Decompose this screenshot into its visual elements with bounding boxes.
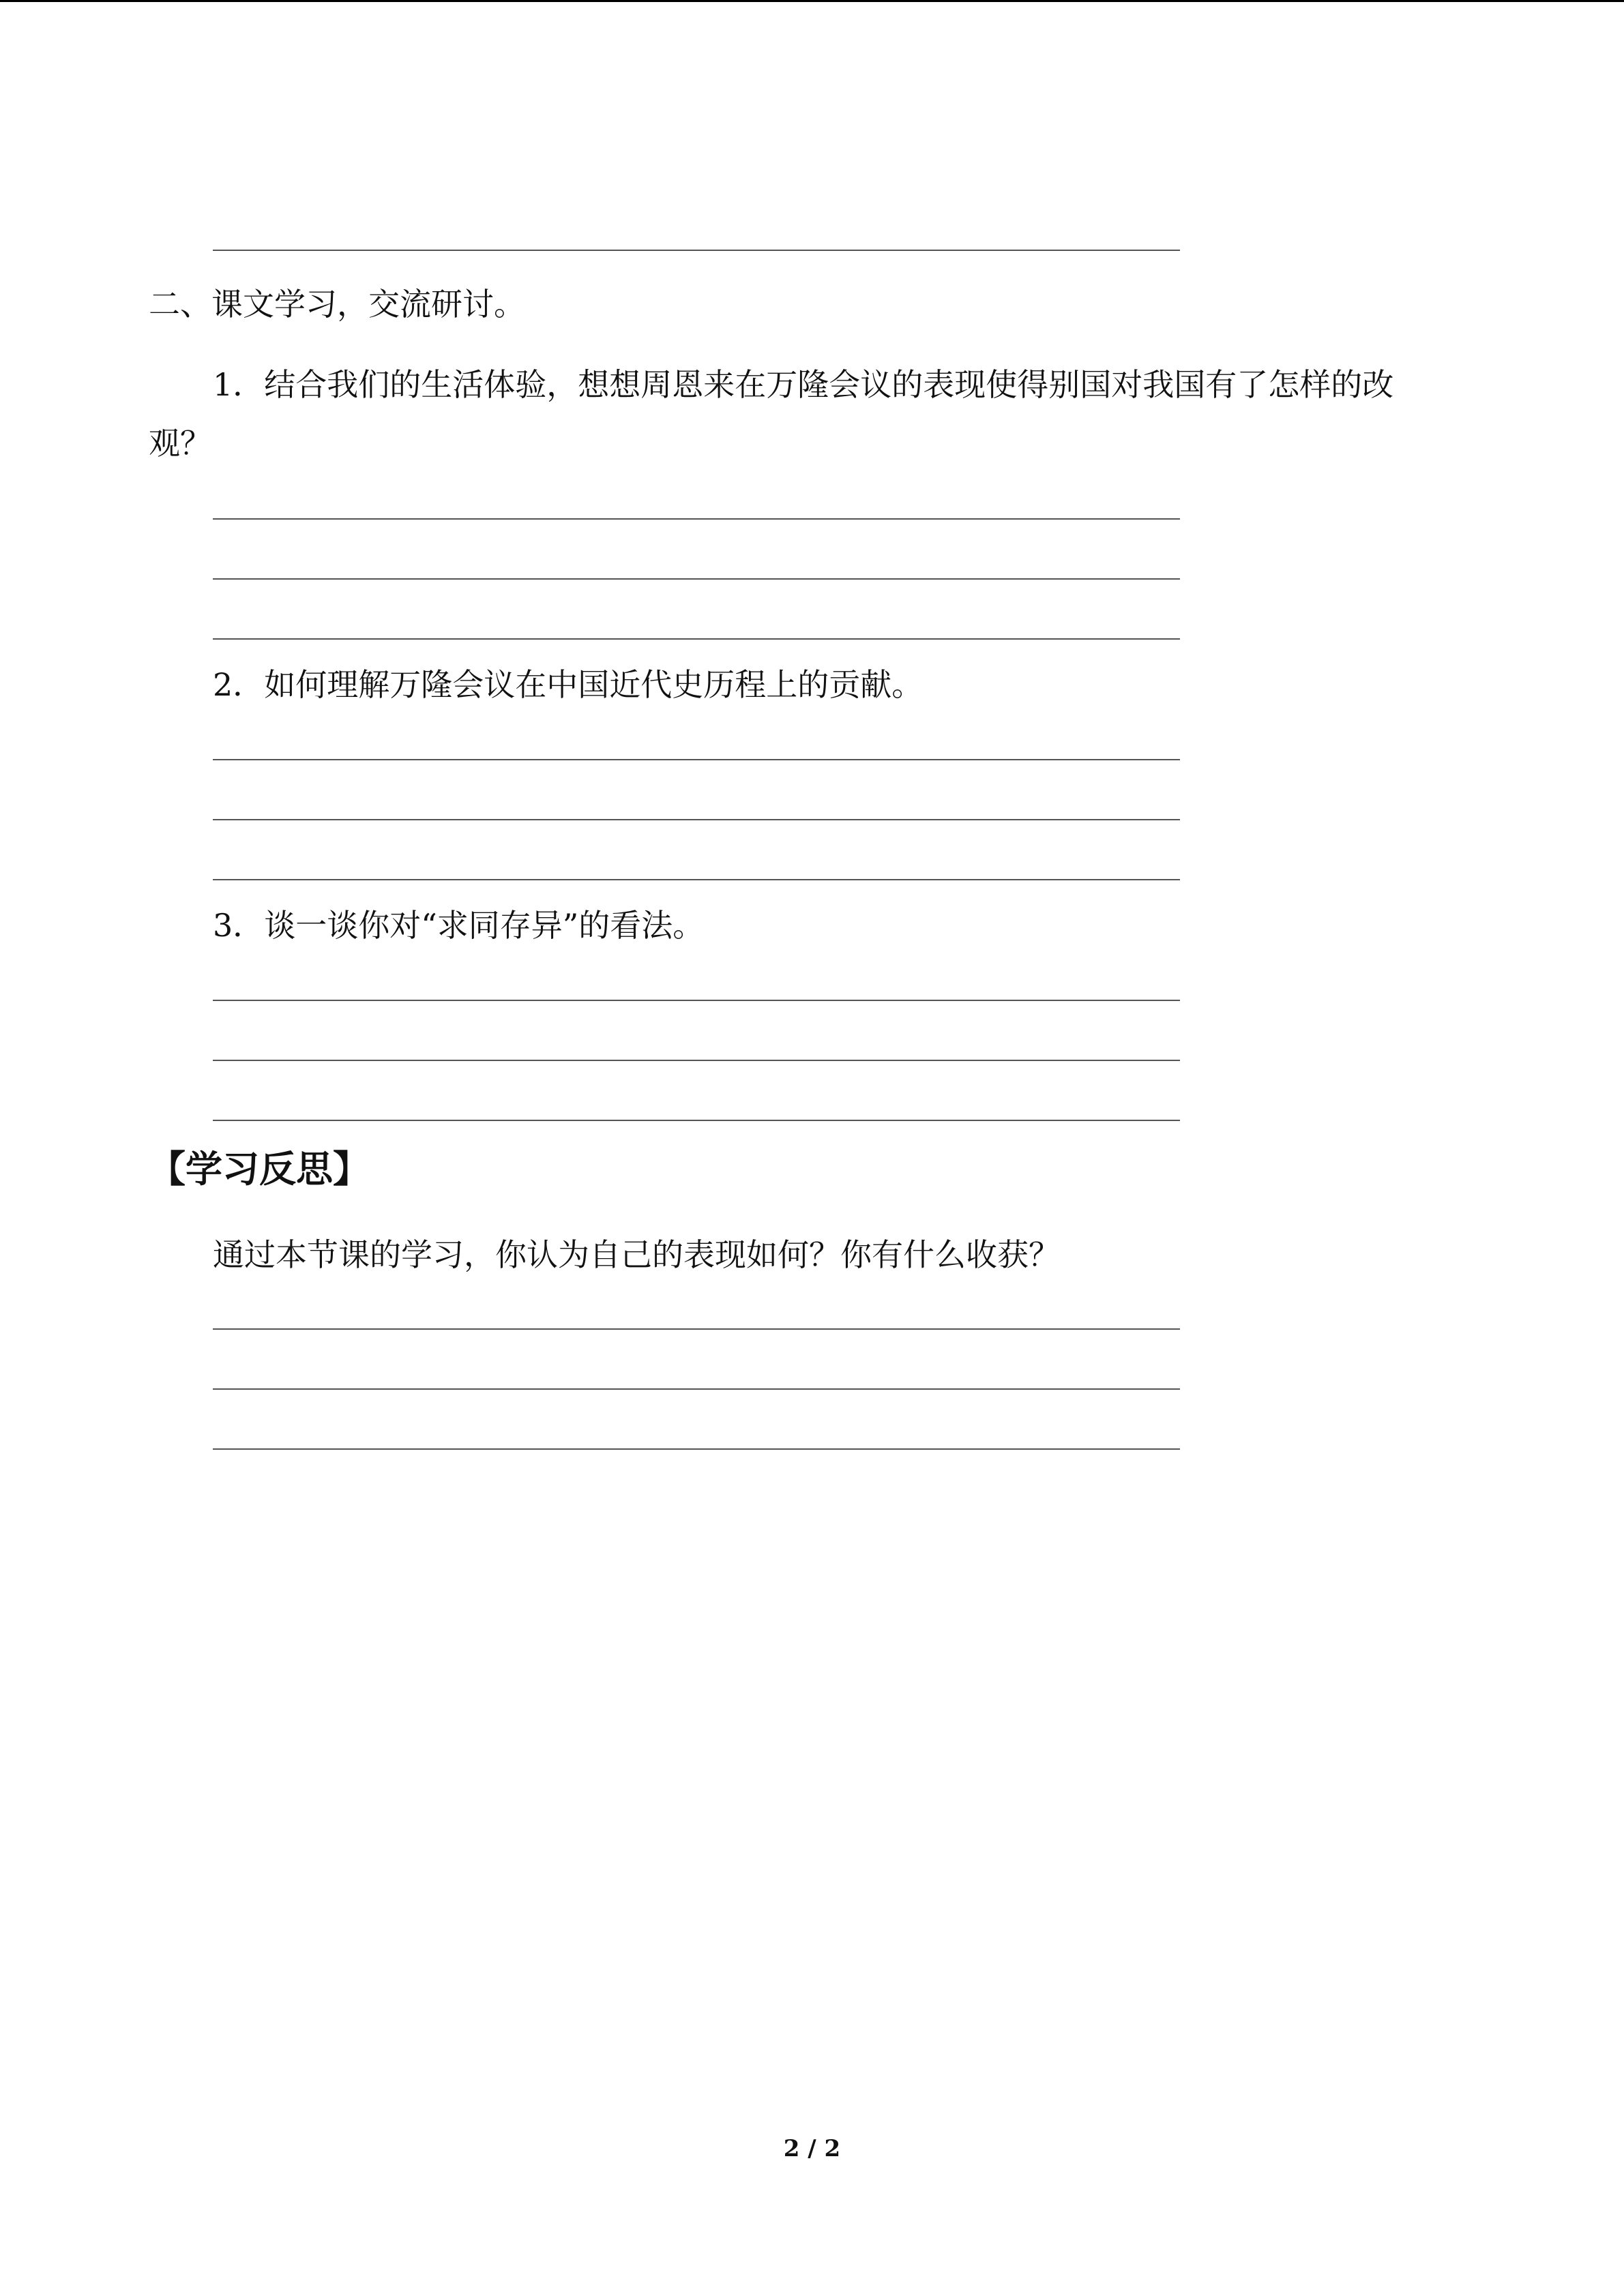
- answer-line[interactable]: [213, 250, 1180, 251]
- answer-line[interactable]: [213, 1388, 1180, 1390]
- reflection-prompt: 通过本节课的学习，你认为自己的表现如何？你有什么收获？: [213, 1236, 1060, 1273]
- answer-line[interactable]: [213, 759, 1180, 760]
- answer-line[interactable]: [213, 638, 1180, 640]
- answer-line[interactable]: [213, 1060, 1180, 1061]
- page-top-border: [0, 0, 1624, 2]
- answer-line[interactable]: [213, 1328, 1180, 1330]
- answer-line[interactable]: [213, 819, 1180, 820]
- answer-line[interactable]: [213, 1448, 1180, 1450]
- answer-line[interactable]: [213, 1000, 1180, 1001]
- reflection-heading: 【学习反思】: [149, 1148, 370, 1191]
- question-1-continuation: 观？: [149, 425, 211, 462]
- answer-line[interactable]: [213, 879, 1180, 880]
- question-3: 3．谈一谈你对“求同存异”的看法。: [213, 907, 705, 944]
- question-1: 1．结合我们的生活体验，想想周恩来在万隆会议的表现使得别国对我国有了怎样的改: [213, 366, 1394, 403]
- section-heading: 二、课文学习，交流研讨。: [149, 286, 525, 323]
- question-2: 2．如何理解万隆会议在中国近代史历程上的贡献。: [213, 666, 924, 703]
- answer-line[interactable]: [213, 518, 1180, 520]
- answer-line[interactable]: [213, 578, 1180, 580]
- page-number: 2 / 2: [783, 2135, 841, 2162]
- answer-line[interactable]: [213, 1120, 1180, 1121]
